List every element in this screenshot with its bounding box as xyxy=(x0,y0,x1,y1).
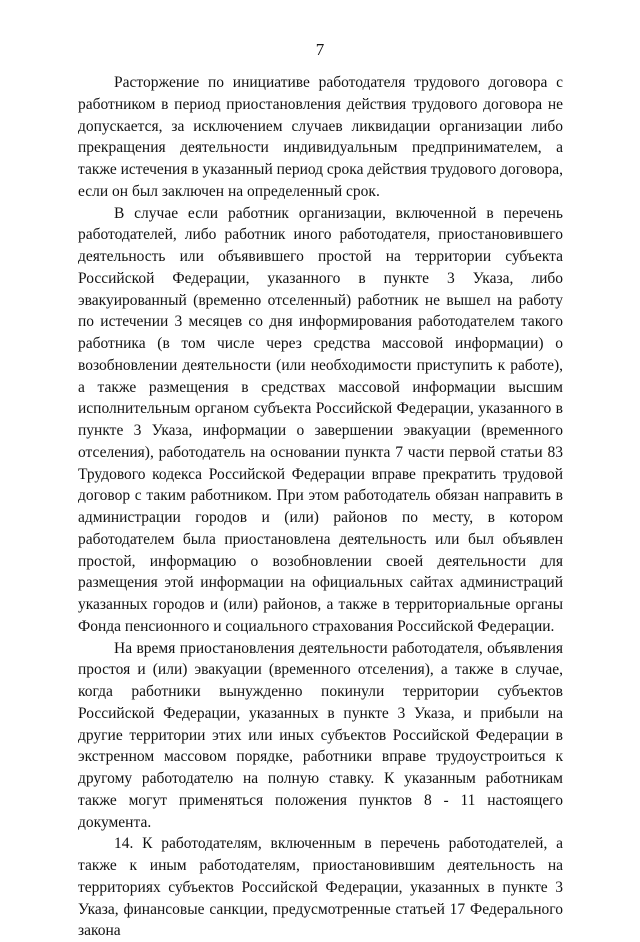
page-number: 7 xyxy=(315,40,325,59)
paragraph-termination-restriction: Расторжение по инициативе работодателя трудового договора с работником в период приостановления действия трудового договора не допускается, за исключением случаев ликвидации организации либо прекращения деятельности индивидуальным предпринимателем, а также истечения в указанный период срока действия трудового договора, если он был заключен на определенный срок. xyxy=(78,74,563,200)
document-body xyxy=(78,72,563,942)
paragraph-other-employment: На время приостановления деятельности работодателя, объявления простоя и (или) эвакуации (временного отселения), а также в случае, когда работники вынужденно покинули территории субъектов Российской Федерации, указанных в пункте 3 Указа, и прибыли на другие территории этих или иных субъектов Российской Федерации в экстренном массовом порядке, работники вправе трудоустроиться к другому работодателю на полную ставку. К указанным работникам также могут применяться положения пунктов 8 - 11 настоящего документа. xyxy=(78,639,563,831)
paragraph-item-14: 14. К работодателям, включенным в перечень работодателей, а также к иным работодателям, приостановившим деятельность на территориях субъектов Российской Федерации, указанных в пункте 3 Указа, финансовые санкции, предусмотренные статьей 17 Федерального закона xyxy=(78,835,563,940)
paragraph-termination-non-return: В случае если работник организации, включенной в перечень работодателей, либо работник иного работодателя, приостановившего деятельность или объявившего простой на территории субъекта Российской Федерации, указанного в пункте 3 Указа, либо эвакуированный (временно отселенный) работник не вышел на работу по истечении 3 месяцев со дня информирования работодателем такого работника (в том числе через средства массовой информации) о возобновлении деятельности (или необходимости приступить к работе), а также размещения в средствах массовой информации высшим исполнительным органом субъекта Российской Федерации, указанного в пункте 3 Указа, информации о завершении эвакуации (временного отселения), работодатель на основании пункта 7 части первой статьи 83 Трудового кодекса Российской Федерации вправе прекратить трудовой договор с таким работником. При этом работодатель обязан направить в администрации городов и (или) районов по месту, в котором работодателем была приостановлена деятельность или был объявлен простой, информацию о возобновлении своей деятельности для размещения этой информации на официальных сайтах администраций указанных городов и (или) районов, а также в территориальные органы Фонда пенсионного и социального страхования Российской Федерации. xyxy=(78,204,563,635)
